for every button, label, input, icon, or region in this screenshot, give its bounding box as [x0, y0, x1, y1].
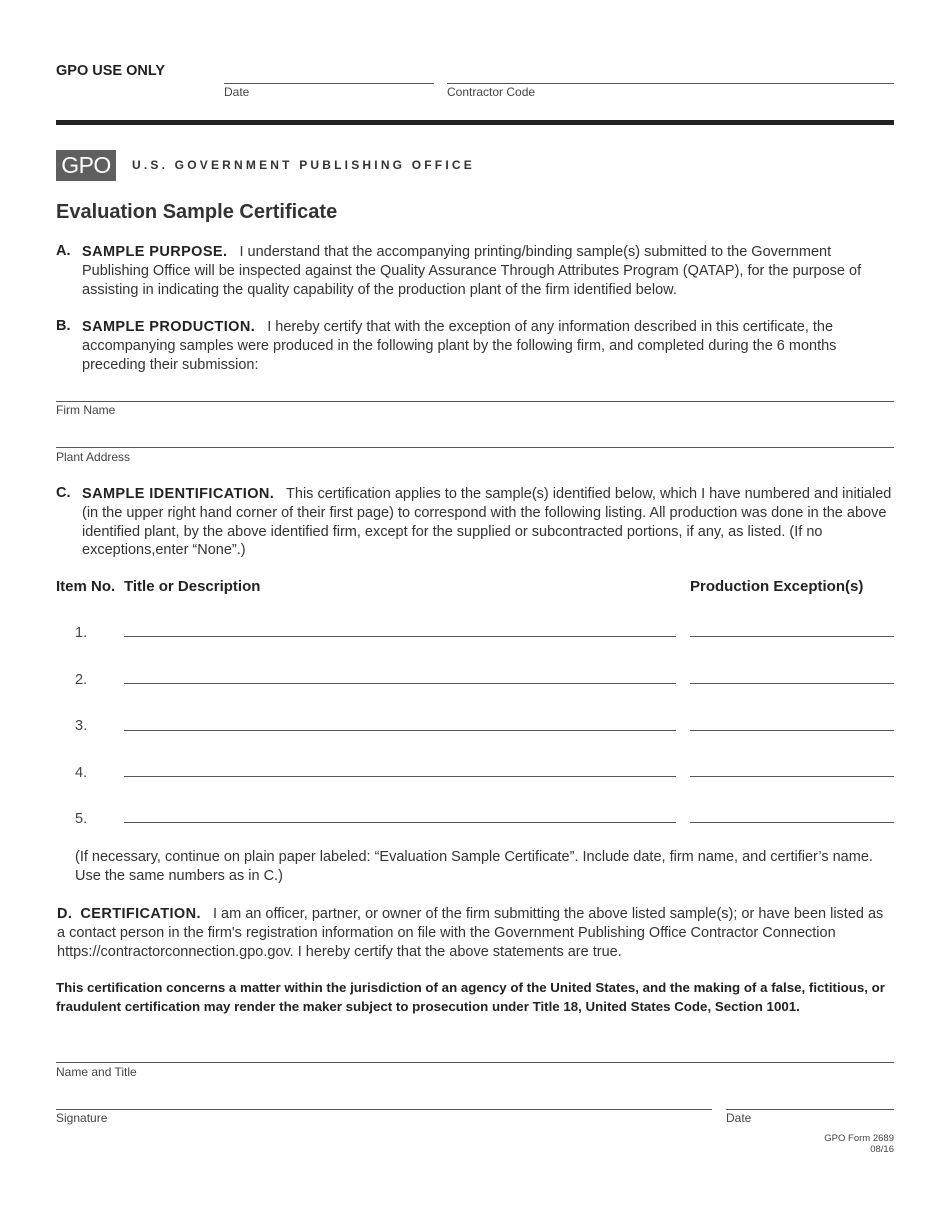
legal-notice: This certification concerns a matter within the jurisdiction of an agency of the United States, and the making of a false, fictitious, or fraudulent certification may render the maker subject to prosecution under Title 18, United States Code, Section 1001.	[56, 980, 885, 1014]
item-number: 2.	[75, 672, 88, 688]
item-number: 5.	[75, 811, 88, 827]
section-c-heading: SAMPLE IDENTIFICATION.	[82, 486, 275, 502]
section-a-heading: SAMPLE PURPOSE.	[82, 244, 228, 260]
section-d-letter: D.	[57, 906, 73, 922]
item-4-title-field[interactable]	[124, 776, 676, 777]
header-rule	[56, 120, 894, 125]
item-number: 4.	[75, 765, 88, 781]
name-title-field[interactable]	[56, 1062, 894, 1063]
form-number: GPO Form 2689	[824, 1133, 894, 1144]
section-d-text: I am an officer, partner, or owner of the firm submitting the above listed sample(s); or have been listed as a contact person in the firm's registration information on file with the Government Publishing Office Contractor Connection https://contractorconnection.gpo.gov. I hereby certify that the above statements are true.	[57, 906, 884, 960]
col-item-no: Item No.	[56, 578, 116, 595]
gpo-logo: GPO	[56, 150, 116, 181]
form-title: Evaluation Sample Certificate	[56, 201, 338, 223]
gpo-use-only-label: GPO USE ONLY	[56, 63, 166, 79]
signature-label: Signature	[56, 1111, 108, 1125]
agency-name: U.S. GOVERNMENT PUBLISHING OFFICE	[132, 158, 475, 172]
continuation-note: (If necessary, continue on plain paper labeled: “Evaluation Sample Certificate”. Include date, firm name, and certifier’s name. Use the same numbers as in C.)	[75, 849, 873, 884]
item-1-title-field[interactable]	[124, 636, 676, 637]
firm-name-label: Firm Name	[56, 403, 116, 417]
section-a-paragraph	[82, 243, 894, 299]
date-field-label: Date	[224, 85, 250, 99]
signature-field[interactable]	[56, 1109, 712, 1110]
item-number: 3.	[75, 718, 88, 734]
item-4-exception-field[interactable]	[690, 776, 894, 777]
item-2-exception-field[interactable]	[690, 683, 894, 684]
section-c-paragraph	[82, 485, 894, 560]
section-c-letter: C.	[56, 485, 71, 501]
item-5-exception-field[interactable]	[690, 822, 894, 823]
signature-date-field[interactable]	[726, 1109, 894, 1110]
contractor-code-field[interactable]	[447, 83, 894, 84]
item-number: 1.	[75, 625, 88, 641]
item-3-exception-field[interactable]	[690, 730, 894, 731]
col-production-exceptions: Production Exception(s)	[690, 578, 864, 595]
section-a-letter: A.	[56, 243, 71, 259]
section-b-paragraph	[82, 318, 894, 374]
name-title-label: Name and Title	[56, 1065, 137, 1079]
date-field[interactable]	[224, 83, 434, 84]
plant-address-label: Plant Address	[56, 450, 131, 464]
item-3-title-field[interactable]	[124, 730, 676, 731]
contractor-code-field-label: Contractor Code	[447, 85, 536, 99]
section-d-heading: CERTIFICATION.	[80, 906, 201, 922]
form-footer	[824, 1133, 894, 1155]
section-d-paragraph	[57, 905, 887, 961]
section-a-text: I understand that the accompanying printing/binding sample(s) submitted to the Government Publishing Office will be inspected against the Quality Assurance Through Attributes Program (QATAP), for the purpose of assisting in indicating the quality capability of the production plant of the firm identified below.	[82, 244, 862, 298]
col-title-description: Title or Description	[124, 578, 261, 595]
item-1-exception-field[interactable]	[690, 636, 894, 637]
item-2-title-field[interactable]	[124, 683, 676, 684]
form-revision: 08/16	[870, 1144, 894, 1155]
section-b-letter: B.	[56, 318, 71, 334]
firm-name-field[interactable]	[56, 401, 894, 402]
section-b-heading: SAMPLE PRODUCTION.	[82, 319, 256, 335]
signature-date-label: Date	[726, 1111, 752, 1125]
section-c-text: This certification applies to the sample(s) identified below, which I have numbered and initialed (in the upper right hand corner of their first page) to correspond with the following listing. All production was done in the above identified plant, by the above identified firm, except for the supplied or subcontracted portions, if any, as listed. (If no exceptions,enter “None”.)	[82, 486, 892, 559]
plant-address-field[interactable]	[56, 447, 894, 448]
item-5-title-field[interactable]	[124, 822, 676, 823]
section-b-text: I hereby certify that with the exception of any information described in this certificate, the accompanying samples were produced in the following plant by the following firm, and completed during the 6 months preceding their submission:	[82, 319, 837, 373]
